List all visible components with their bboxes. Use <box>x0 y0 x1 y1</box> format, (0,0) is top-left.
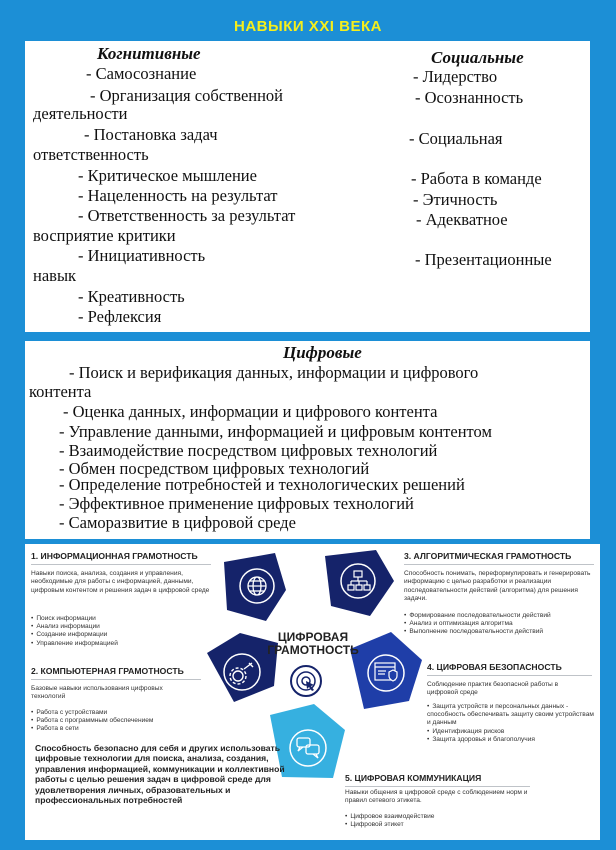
cognitive-item: - Ответственность за результат <box>78 206 296 225</box>
section-1-list <box>31 615 118 648</box>
digital-item: - Управление данными, информацией и цифровым контентом <box>59 422 492 441</box>
list-item: • Анализ и оптимизация алгоритма <box>404 620 551 628</box>
list-item: • Создание информации <box>31 631 118 639</box>
section-5-desc: Навыки общения в цифровой среде с соблюдением норм и правил сетевого этикета. <box>345 789 528 805</box>
cognitive-item: - Нацеленность на результат <box>78 186 278 205</box>
list-item: • Выполнение последовательности действий <box>404 628 551 636</box>
list-item: • Поиск информации <box>31 615 118 623</box>
digital-item: - Обмен посредством цифровых технологий <box>59 459 370 478</box>
secure-window-icon-ring <box>368 655 404 691</box>
divider <box>427 675 592 676</box>
social-item: - Лидерство <box>413 67 498 86</box>
section-4-desc: Соблюдение практик безопасной работы в цифровой среде <box>427 681 559 697</box>
digital-literacy-infographic <box>25 544 600 840</box>
divider <box>31 679 201 680</box>
cognitive-item: - Самосознание <box>86 64 197 83</box>
list-item: • Защита здоровья и благополучия <box>427 736 595 744</box>
page-title: НАВЫКИ XXI ВЕКА <box>234 18 382 35</box>
digital-item: - Саморазвитие в цифровой среде <box>59 513 296 532</box>
cognitive-heading: Когнитивные <box>97 44 201 63</box>
digital-item: - Поиск и верификация данных, информации и цифрового <box>69 363 479 382</box>
section-2-desc: Базовые навыки использования цифровых технологий <box>31 685 163 701</box>
list-item: • Анализ информации <box>31 623 118 631</box>
social-item: - Работа в команде <box>411 169 542 188</box>
list-item: • Работа в сети <box>31 725 153 733</box>
cognitive-item: - Инициативность <box>78 246 206 265</box>
digital-item: - Определение потребностей и технологических решений <box>59 475 465 494</box>
cognitive-item-continuation: ответственность <box>33 145 149 164</box>
section-3-desc: Способность понимать, переформулировать и генерировать информацию с целью разработки и реализации последовательности действий (алгоритма) для решения задачи. <box>404 570 591 602</box>
divider <box>31 564 211 565</box>
cognitive-item-continuation: деятельности <box>33 104 128 123</box>
section-2-title: 2. КОМПЬЮТЕРНАЯ ГРАМОТНОСТЬ <box>31 666 184 676</box>
list-item: • Защита устройств и персональных данных - способность обеспечивать защиту своим устройствам и данным <box>427 703 595 728</box>
definition-note: Способность безопасно для себя и других использовать цифровые технологии для поиска, анализа, создания, управления информацией, коммуникации и коллективной работы с целью решения задач в цифровой среде для удовлетворения личных, образовательных и профессиональных потребностей <box>35 743 285 806</box>
list-item: • Идентификация рисков <box>427 728 595 736</box>
list-item: • Управление информацией <box>31 640 118 648</box>
list-item: • Цифровое взаимодействие <box>345 813 434 821</box>
list-item: • Формирование последовательности действий <box>404 612 551 620</box>
list-item: • Работа с устройствами <box>31 709 153 717</box>
skills-panel-cognitive-social <box>25 41 590 332</box>
cognitive-item: - Креативность <box>78 287 185 306</box>
section-1-title: 1. ИНФОРМАЦИОННАЯ ГРАМОТНОСТЬ <box>31 551 198 561</box>
cognitive-item: - Рефлексия <box>78 307 162 326</box>
social-item: - Осознанность <box>415 88 524 107</box>
social-item: - Этичность <box>413 190 498 209</box>
section-1-desc: Навыки поиска, анализа, создания и управления, необходимые для работы с информацией, данными, цифровым контентом и решения задач в цифровой среде <box>31 570 210 594</box>
social-item: - Социальная <box>409 129 503 148</box>
digital-item-continuation: контента <box>29 382 92 401</box>
cognitive-item-continuation: восприятие критики <box>33 226 176 245</box>
divider <box>345 786 530 787</box>
digital-item: - Оценка данных, информации и цифрового контента <box>63 402 438 421</box>
section-2-list <box>31 709 153 734</box>
digital-item: - Эффективное применение цифровых технологий <box>59 494 414 513</box>
cognitive-item: - Организация собственной <box>90 86 284 105</box>
center-title: ЦИФРОВАЯ ГРАМОТНОСТЬ <box>267 630 359 657</box>
divider <box>404 564 594 565</box>
section-5-title: 5. ЦИФРОВАЯ КОММУНИКАЦИЯ <box>345 773 482 783</box>
digital-item: - Взаимодействие посредством цифровых технологий <box>59 441 438 460</box>
list-item: • Работа с программным обеспечением <box>31 717 153 725</box>
section-4-list <box>427 703 595 744</box>
social-item: - Презентационные <box>415 250 552 269</box>
cognitive-item-continuation: навык <box>33 266 77 285</box>
cognitive-item: - Постановка задач <box>84 125 218 144</box>
list-item: • Цифровой этикет <box>345 821 434 829</box>
skills-panel-digital <box>25 341 590 539</box>
section-3-list <box>404 612 551 637</box>
cursor-target-icon <box>291 666 321 696</box>
section-5-list <box>345 813 434 829</box>
section-3-title: 3. АЛГОРИТМИЧЕСКАЯ ГРАМОТНОСТЬ <box>404 551 572 561</box>
social-heading: Социальные <box>431 48 524 67</box>
digital-heading: Цифровые <box>283 343 362 362</box>
section-4-title: 4. ЦИФРОВАЯ БЕЗОПАСНОСТЬ <box>427 662 562 672</box>
social-item: - Адекватное <box>416 210 508 229</box>
cognitive-item: - Критическое мышление <box>78 166 257 185</box>
